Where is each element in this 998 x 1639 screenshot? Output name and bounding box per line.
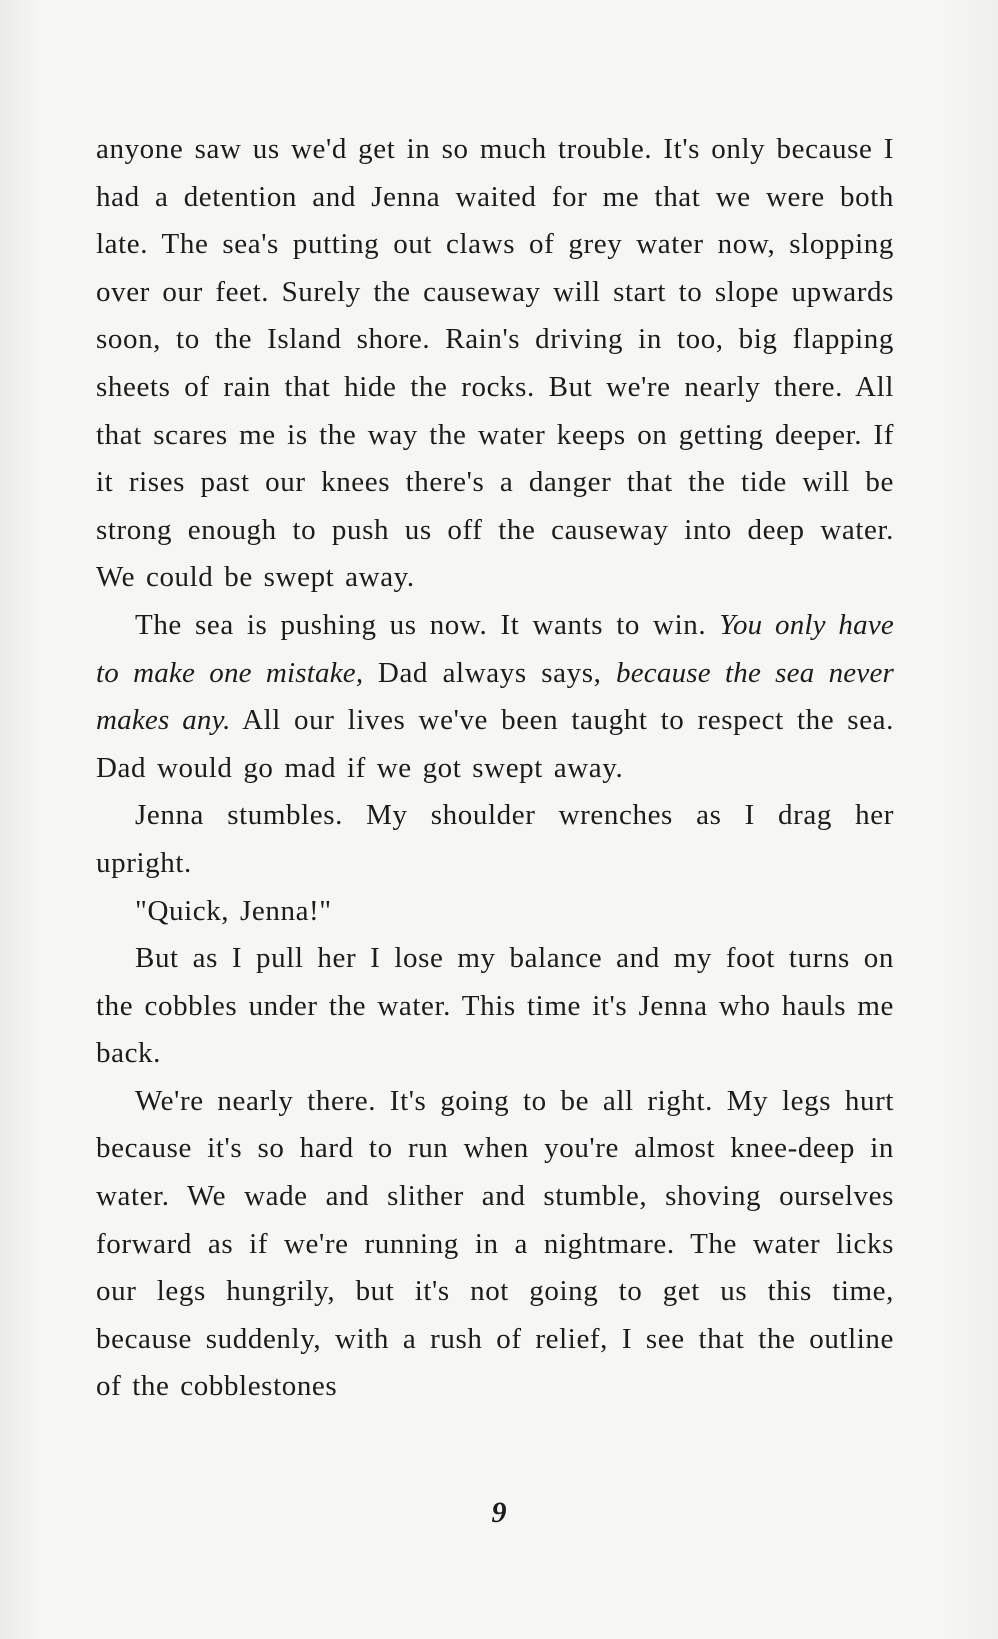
body-text [96, 126, 894, 1411]
paragraph-2 [96, 602, 894, 792]
paragraph-text: The sea is pushing us now. It wants to win. [135, 608, 720, 641]
paragraph-5 [96, 935, 894, 1078]
paragraph-6 [96, 1078, 894, 1411]
dialogue-text: "Quick, Jenna!" [135, 894, 332, 927]
paragraph-text: Dad always says, [363, 656, 617, 689]
paragraph-3 [96, 792, 894, 887]
paragraph-text: All our lives we've been taught to respect the sea. Dad would go mad if we got swept away. [96, 704, 894, 784]
page-number: 9 [491, 1496, 507, 1529]
paragraph-text: anyone saw us we'd get in so much trouble. It's only because I had a detention and Jenna waited for me that we were both late. The sea's putting out claws of grey water now, slopping over our feet. Surely the causeway will start to slope upwards soon, to the Island shore. Rain's driving in too, big flapping sheets of rain that hide the rocks. But we're nearly there. All that scares me is the way the water keeps on getting deeper. If it rises past our knees there's a danger that the tide will be strong enough to push us off the causeway into deep water. We could be swept away. [96, 133, 894, 594]
italic-quote: You only have to make one mistake, [96, 608, 894, 689]
paragraph-text: Jenna stumbles. My shoulder wrenches as I drag her upright. [96, 799, 894, 879]
italic-quote: because the sea never makes any. [96, 656, 895, 737]
paragraph-1 [96, 126, 894, 602]
paragraph-text: But as I pull her I lose my balance and my foot turns on the cobbles under the water. This time it's Jenna who hauls me back. [96, 942, 894, 1070]
paragraph-text: We're nearly there. It's going to be all right. My legs hurt because it's so hard to run when you're almost knee-deep in water. We wade and slither and stumble, shoving ourselves forward as if we're running in a nightmare. The water licks our legs hungrily, but it's not going to get us this time, because suddenly, with a rush of relief, I see that the outline of the cobblestones [96, 1084, 894, 1403]
paragraph-4-dialogue [96, 888, 894, 936]
